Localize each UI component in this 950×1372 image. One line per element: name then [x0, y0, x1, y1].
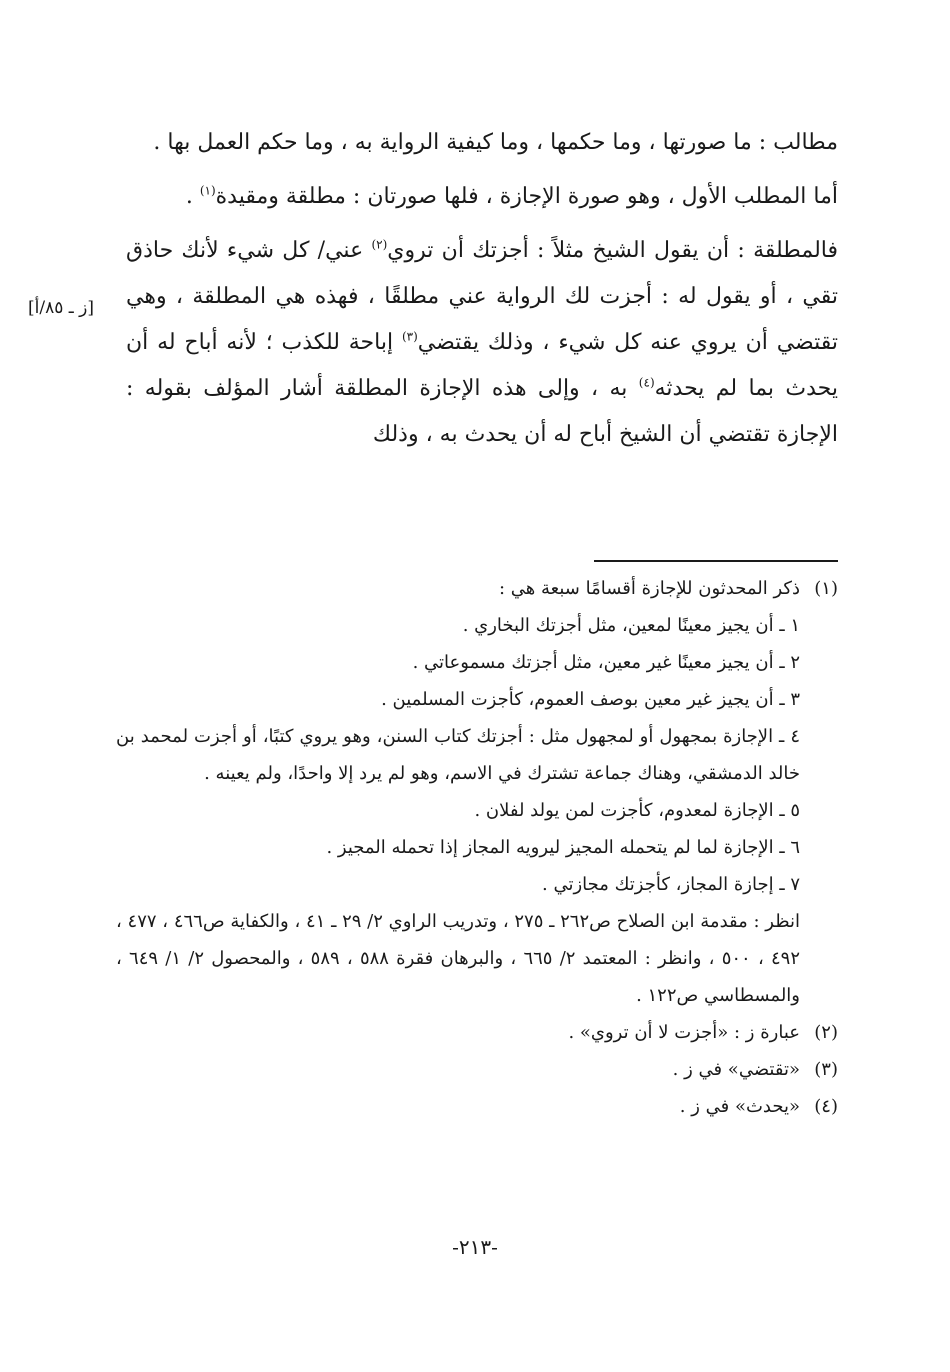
footnote-2	[116, 1014, 838, 1051]
footnote-ref-3[interactable]: (٣)	[401, 329, 418, 344]
paragraph-2	[126, 174, 838, 220]
footnote-1-item-5: ٥ ـ الإجازة لمعدوم، كأجزت لمن يولد لفلان .	[474, 800, 800, 821]
footnote-3-number: (٣)	[814, 1059, 838, 1080]
footnote-ref-2[interactable]: (٢)	[371, 237, 388, 252]
footnote-1-item-1: ١ ـ أن يجيز معينًا لمعين، مثل أجزتك البخاري .	[462, 615, 800, 636]
paragraph-2-text-b: .	[185, 184, 200, 209]
paragraph-2-text-a: أما المطلب الأول ، وهو صورة الإجازة ، فلها صورتان : مطلقة ومقيدة	[215, 184, 838, 209]
footnote-1-item-2: ٢ ـ أن يجيز معينًا غير معين، مثل أجزتك مسموعاتي .	[412, 652, 800, 673]
paragraph-1-text: مطالب : ما صورتها ، وما حكمها ، وما كيفية الرواية به ، وما حكم العمل بها .	[153, 130, 838, 155]
paragraph-3-text-b: عني/ كل شيء لأنك حاذق تقي ، أو يقول له : أجزت لك الرواية عني مطلقًا ، فهذه هي المطلقة ، وهي تقتضي أن يروي عنه كل شيء ، وذلك يقتضي	[126, 238, 838, 355]
paragraph-3-text-a: فالمطلقة : أن يقول الشيخ مثلاً : أجزتك أن تروي	[387, 238, 838, 263]
footnote-1-item-3: ٣ ـ أن يجيز غير معين بوصف العموم، كأجزت المسلمين .	[381, 689, 800, 710]
footnote-1-item-4: ٤ ـ الإجازة بمجهول أو لمجهول مثل : أجزتك كتاب السنن، وهو يروي كتبًا، أو أجزت لمحمد بن خالد الدمشقي، وهناك جماعة تشترك في الاسم، وهو لم يرد إلا واحدًا، ولم يعينه .	[116, 726, 800, 784]
paragraph-3-text-c: إباحة للكذب ؛ لأنه أباح له أن يحدث بما لم يحدثه	[126, 330, 838, 401]
footnote-ref-4[interactable]: (٤)	[638, 375, 655, 390]
main-text	[126, 120, 838, 466]
footnote-2-number: (٢)	[814, 1022, 838, 1043]
footnote-1-item-7: ٧ ـ إجازة المجاز، كأجزتك مجازتي .	[542, 874, 800, 895]
footnote-2-text: عبارة ز : «أجزت لا أن تروي» .	[568, 1022, 800, 1043]
footnote-4-text: «يحدث» في ز .	[679, 1096, 800, 1117]
paragraph-1	[126, 120, 838, 166]
footnotes-section	[116, 570, 838, 1125]
page-number: -٢١٣-	[452, 1235, 498, 1259]
footnote-4-number: (٤)	[814, 1096, 838, 1117]
footnote-1-item-6: ٦ ـ الإجازة لما لم يتحمله المجيز ليرويه المجاز إذا تحمله المجيز .	[326, 837, 800, 858]
footnote-3-text: «تقتضي» في ز .	[672, 1059, 800, 1080]
footnote-separator	[594, 560, 838, 562]
footnote-1-intro: ذكر المحدثون للإجازة أقسامًا سبعة هي :	[499, 578, 800, 599]
footnote-1-number: (١)	[814, 578, 838, 599]
manuscript-margin-note: [ز ـ ٨٥/أ]	[28, 298, 94, 318]
footnote-1-references: انظر : مقدمة ابن الصلاح ص٢٦٢ ـ ٢٧٥ ، وتدريب الراوي ٢/ ٢٩ ـ ٤١ ، والكفاية ص٤٦٦ ، ٤٧٧ ، ٤٩٢ ، ٥٠٠ ، وانظر : المعتمد ٢/ ٦٦٥ ، والبرهان فقرة ٥٨٨ ، ٥٨٩ ، والمحصول ٢/ ١/ ٦٤٩ ، والمسطاسي ص١٢٢ .	[116, 911, 801, 1006]
paragraph-3-text-d: به ، وإلى هذه الإجازة المطلقة أشار المؤلف بقوله : الإجازة تقتضي أن الشيخ أباح له أن يحدث به ، وذلك	[126, 376, 838, 447]
footnote-3	[116, 1051, 838, 1088]
footnote-1	[116, 570, 838, 607]
footnote-ref-1[interactable]: (١)	[199, 183, 216, 198]
footnote-4	[116, 1088, 838, 1125]
paragraph-3	[126, 228, 838, 458]
